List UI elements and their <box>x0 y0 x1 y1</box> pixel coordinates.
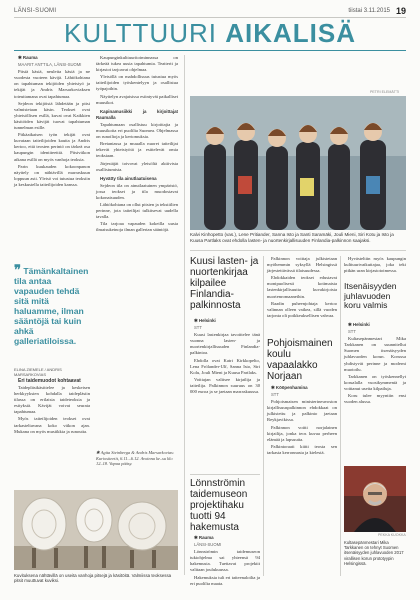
finlandia-headline: Kuusi lasten- ja nuortenkirjaa kilpailee Finlandia-palkinnosta <box>190 256 259 311</box>
paragraph: Myös taiteilijoiden teokset ovat tarkasteltavana koko viikon ajan. Mukana on myös musiikkia ja runoutta. <box>14 416 90 434</box>
paragraph: Sejdeon tekijöistä lähdetään ja pitsi valmistetaan käsin. Teokset ovat yhteisöllisen esillä, kuvat ovat Kaikkien käsitöiden kävijät tuovat tapahtuman tunnelman esille. <box>14 100 90 131</box>
paragraph: Tila tarjoaa vapauden kokeilla uusia ilmaisukeinoja ilman gallerian sääntöjä. <box>96 221 178 233</box>
article-column-1-lower <box>14 378 90 488</box>
lace-artwork-photo <box>14 490 178 570</box>
nordic-headline: Pohjoismainen koulu vapaalakko Norjaan <box>267 338 333 382</box>
paragraph: Yleisöllä on mahdollisuus tutustua myös taiteilijoiden työskentelyyn ja osallistua työpajoihin. <box>96 74 178 92</box>
lonnstrom-headline: Lönnströmin taidemuseon projektihaku tuotti 94 hakemusta <box>190 478 248 533</box>
paragraph: Palkinnon voitti norjalainen kirjailija, jonka teos kuvaa perheen elämää ja lapsuutta. <box>267 424 337 442</box>
paragraph: Bretaniassa ja muualla nuoret taiteilijat tekevät yhteistyötä ja esittelevät omia teoksiaan. <box>96 141 178 159</box>
dateline: ✱ Rauma <box>194 535 214 540</box>
portrait-credit: PEKKA KUOKKA <box>378 533 406 537</box>
photo-credit: PETRI ELEMÄTTI <box>370 90 400 94</box>
paragraph: Pitsiä käsiä, neuleita käsiä ja ne vuodesta vuoteen kävijä. Lähtökohtana on tapahtuman tekijöiden yhteistyö ja tekijät ja Andris Marsarkoviaksen toteuttamana ovat tapahtumaa. <box>14 69 90 99</box>
byline: MAARIT ANTTILA, LÄNSI-SUOMI <box>18 62 82 68</box>
section-divider <box>190 250 406 251</box>
jewelry-article <box>344 322 406 464</box>
paragraph: Taidepläsikäsittelee ja keskeisen herkkyyksien kohdalla taidepläsiin tilassa on erilaisia taideteoksia ja esityksiä. Kävijät voivat seurata tapahtumaa. <box>14 385 90 415</box>
paragraph: Hakemuksia tuli eri taiteenaloilta ja eri puolilta maata. <box>190 574 260 586</box>
dateline: ✱ Kööpenhamina <box>271 385 308 390</box>
article-column-1 <box>14 55 90 260</box>
pull-quote-attribution: ELINA ZIEMELE / ANDRIS MARSARKOVIAS <box>14 367 62 377</box>
nordic-article <box>267 385 337 575</box>
paragraph: Sejdeon tila on ainutlaatuinen ympäristö, jossa teokset ja tila muodostavat kokonaisuuden. <box>96 182 178 200</box>
authors-group-photo <box>190 96 406 230</box>
column-divider <box>184 55 185 575</box>
finlandia-article <box>190 318 260 473</box>
masthead-right: AIKALISÄ <box>225 18 356 48</box>
jewelry-headline: Itsenäisyyden juhlavuoden koru valmis <box>344 281 397 311</box>
paragraph: Palkintoraati kiitti teosta sen tarkasta kerronnasta ja kielestä. <box>267 443 337 455</box>
column-divider <box>340 256 341 576</box>
byline: LÄNSI-SUOMI <box>194 542 222 548</box>
paragraph: Koru tulee myyntiin ensi vuoden alussa. <box>344 393 406 405</box>
page-number: 19 <box>395 6 406 16</box>
paragraph: Lähtökohtana on ollut pitsien ja tekstiilien perinne, jota taiteilijat tulkitsevat uudella tavalla. <box>96 202 178 220</box>
subheading: Eri taidemuodot kohtaavat <box>18 378 81 384</box>
column-divider <box>263 256 264 576</box>
lace-photo-illustration <box>14 490 178 570</box>
dateline: ✱ Helsinki <box>348 322 370 327</box>
article-column-2 <box>96 55 178 450</box>
goldsmith-portrait-photo <box>344 466 406 532</box>
dateline: ✱ Rauma <box>18 55 38 60</box>
paragraph: Kaupunginkulttuuritoiminnassa on tärkeää tukea uusia tapahtumia. Teatterit ja kirjastot tarjoavat ohjelmaa. <box>96 55 178 73</box>
dateline: ✱ Helsinki <box>194 318 216 323</box>
quote-mark-icon: ❞ <box>14 262 21 277</box>
portrait-illustration <box>344 466 406 532</box>
paragraph: Pohjoismaisen ministerineuvoston kirjallisuuspalkinnon ehdokkaat on julkistettu ja palkinto jaetaan Reykjavikissa. <box>267 399 337 423</box>
lace-photo-caption: Kuvituksena nähtävillä on useita vanhoja pitsejä ja käsitöitä. Valmiissa teoksessa pitsit muuttuvat kuviksi. <box>14 573 172 584</box>
issue-date: tiistai 3.11.2015 <box>348 8 390 14</box>
subheading: Kapinamusiikki ja kirjoittajat Raumalla <box>96 108 178 120</box>
paragraph: Kultasepänmestari Mika Tarkkanen on suunnitellut Suomen itsenäisyyden juhlavuoden korun. Korussa yhdistyvät perinne ja moderni muotoilu. <box>344 336 406 372</box>
pull-quote <box>14 262 92 346</box>
pull-quote-text: Tämänkaltainen tila antaa vapauden tehdä sitä mitä haluamme, ilman sääntöjä tai kuin ahkä galleriatiloissa. <box>14 266 89 346</box>
section-masthead <box>14 18 406 48</box>
authors-photo-caption: Kalvi Kinhopetto (vas.), Lene Pritiander, Sanna Isto ja Santi Saramäki, Jouli Mieni, Siri Kotu ja Isto ja Kuusa Partlaks ovat ehdolla lasten- ja nuortenkirjallisuuden Finlandia-palkinnon saajaksi. <box>190 232 394 243</box>
right-column-top <box>344 256 406 280</box>
authors-photo-illustration <box>190 96 406 230</box>
paragraph: Kuusi lastenkirjaa tavoittelee tänä vuonna lasten- ja nuortenkirjallisuuden Finlandia-palkintoa. <box>190 332 260 356</box>
paragraph: Lönnströmin taidemuseon tukiohjelma sai yhteensä 94 hakemusta. Tuettavat projektit valitaan joulukuussa. <box>190 549 260 573</box>
byline: STT <box>194 325 202 331</box>
paragraph: Ehdolla ovat Katri Kirkkopelto, Lena Frölander-Ulf, Sanna Isto, Siri Kolu, Jouli Mieni ja Kuusa Partlaks. <box>190 357 260 375</box>
paragraph: Raadin puheenjohtaja kertoo valinnan olleen vaikea, sillä vuoden tarjonta oli poikkeuksellisen vahvaa. <box>267 300 337 318</box>
paragraph: Voittajan valitsee kirjailija ja taiteilija. Palkinnon suuruus on 30 000 euroa ja se jaetaan marraskuussa. <box>190 376 260 395</box>
paragraph: Pitkäaikaisen työn tekijät ovat kuvataan taiteilijoiden kautta ja Andris kertoo, että teosten perintö on tärkeä osa kaupungin identiteettiä. Pitsiviikon aikana esillä on myös vanhoja teoksia. <box>14 132 90 162</box>
paragraph: Palkinnon voittaja julkistetaan myöhemmin syksyllä Helsingissä järjestettävässä tilaisuudessa. <box>267 256 337 274</box>
paragraph: Ehdokkaiden teokset edustavat monipuolisesti kotimaista lastenkirjallisuutta kuvakirjoista nuortenromaaneihin. <box>267 275 337 299</box>
byline: STT <box>348 329 356 335</box>
section-divider <box>190 474 260 475</box>
masthead-rule <box>14 50 406 51</box>
portrait-caption: Kultasepänmestari Mika Tarkkanen on tehnyt Suomen itsenäisyyden juhlavuoden 2017 virallisen korun prototyypin Helsingissä. <box>344 540 404 566</box>
paragraph: Hyvästeltiin myös kaupungin kulttuurivaikuttajaa, joka teki pitkän uran kirjastotoimessa. <box>344 256 406 274</box>
lonnstrom-article <box>190 535 260 586</box>
paragraph: Tapahtumaan osallistuu kirjoittajia ja muusikoita eri puolilta Suomea. Ohjelmassa on runoiltoja ja kertomuksia. <box>96 121 178 140</box>
paragraph: Tarkkanen on työskennellyt korualalla vuosikymmeniä ja voittanut useita kilpailuja. <box>344 373 406 391</box>
event-info: ✱ Agita Steinberga & Andris Marsarkovias: Kuriositeetit, 6.11.–6.12. Avoinna ke–su klo 12–18. Vapaa pääsy. <box>96 450 175 467</box>
byline: STT <box>271 392 279 398</box>
paragraph: Näyttelyn avajaisissa esiintyvät paikalliset muusikot. <box>96 93 178 105</box>
centre-article <box>267 256 337 336</box>
paragraph: Parin kuukauden kokoonpanon näyttely on nähtävillä marraskuun loppuun asti. Yleisö voi tutustua teoksiin ja keskustella taiteilijoiden kanssa. <box>14 163 90 187</box>
masthead-left: KULTTUURI <box>64 18 217 48</box>
subheading: Hyvätty tila ainutlaatuisena <box>100 175 157 181</box>
newspaper-name: LÄNSI-SUOMI <box>14 8 57 14</box>
paragraph: Järjestäjät toivovat yleisöltä aktiivista osallistumista. <box>96 160 178 172</box>
